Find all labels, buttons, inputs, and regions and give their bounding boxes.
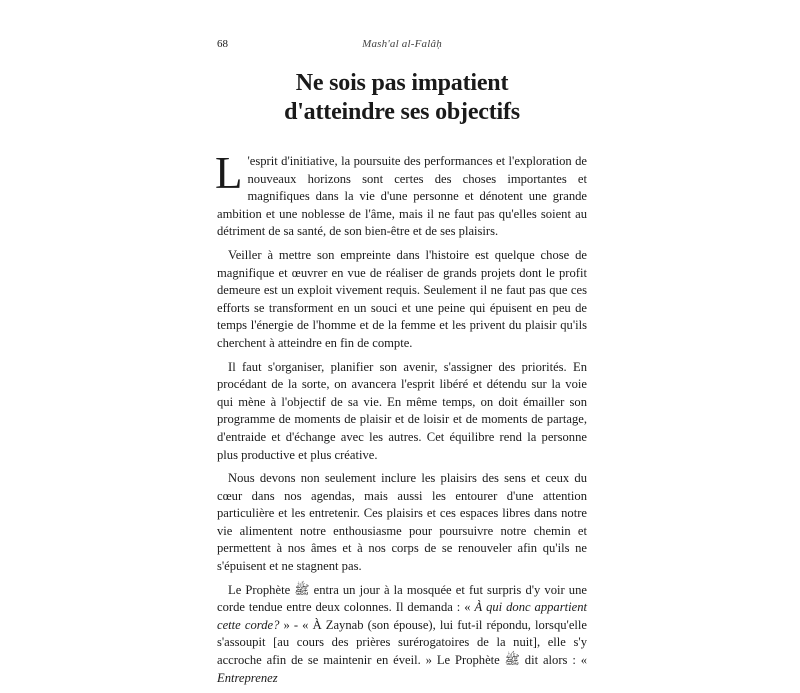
paragraph-4: Nous devons non seulement inclure les plaisirs des sens et ceux du cœur dans nos agendas, mais aussi les entourer d'une attention particulière et les entretenir. Ces plaisirs et ces espaces libres dans notre vie alimentent notre enthousiasme pour poursuivre notre chemin et permettent à nos âmes et à nos corps de se renouveler afin qu'ils ne s'épuisent et ne stagnent pas. <box>217 471 587 574</box>
book-page <box>217 38 587 693</box>
chapter-title-line-1: Ne sois pas impatient <box>295 70 509 96</box>
running-title: Mash'al al-Falâḥ <box>362 38 442 50</box>
paragraph-5-text-c: » - « À Zaynab (son épouse), lui fut-il répondu, lorsqu'elle s'assoupit [au cours des prières surérogatoires de la nuit], elle s'y accroche afin de se maintenir en éveil. » Le Prophète ﷺ dit alors : « <box>217 617 588 668</box>
page-number: 68 <box>217 38 228 50</box>
paragraph-5-text-a: Le Prophète ﷺ entra un jour à la mosquée et fut surpris d'y voir une corde tendue entre deux colonnes. Il demanda : « <box>217 582 587 615</box>
paragraph-1 <box>215 148 587 241</box>
paragraph-5 <box>217 582 587 688</box>
paragraph-1-text: 'esprit d'initiative, la poursuite des performances et l'exploration de nouveaux horizons sont certes des choses importantes et magnifiques dans la vie d'une personne et dénotent une grande ambition et une noblesse de l'âme, mais il ne faut pas qu'elles soient au détriment de sa santé, de son bien-être et de ses plaisirs. <box>217 154 587 239</box>
chapter-title-line-2: d'atteindre ses objectifs <box>284 99 520 125</box>
quote-italic-2: Entreprenez <box>217 670 278 685</box>
quote-italic-1: À qui donc appartient cette corde? <box>217 600 587 632</box>
drop-cap: L <box>215 148 243 198</box>
paragraph-2: Veiller à mettre son empreinte dans l'histoire est quelque chose de magnifique et œuvrer en vue de réaliser de grands projets dont le profit demeure est un exploit vivement requis. Seulement il ne faut pas que ces efforts se transforment en un souci et une peine qui épuisent en peu de temps l'énergie de l'homme et de la femme et les privent du plaisir qu'ils cherchent à atteindre en fin de compte. <box>217 247 587 350</box>
paragraph-3: Il faut s'organiser, planifier son avenir, s'assigner des priorités. En procédant de la sorte, on avancera l'esprit libéré et détendu sur la voie qui mène à l'objectif de sa vie. En même temps, on doit émailler son programme de moments de plaisir et de loisir et de moments de partage, d'entraide et d'échange avec les autres. Cet équilibre rend la personne plus productive et plus créative. <box>217 359 587 462</box>
chapter-title <box>217 69 587 127</box>
running-header <box>217 38 587 52</box>
body-text <box>215 148 588 687</box>
